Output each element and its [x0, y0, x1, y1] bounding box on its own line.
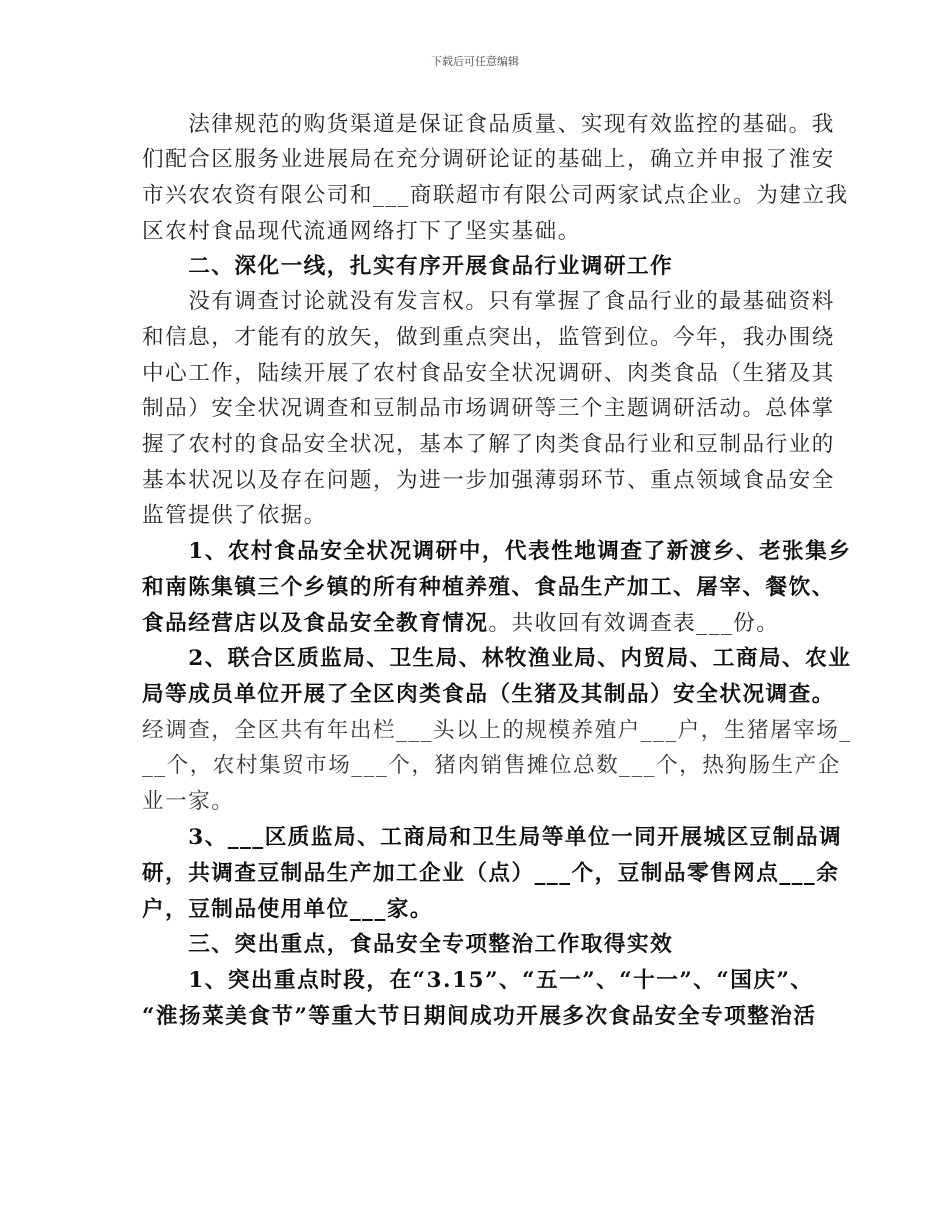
text-segment: 食品经营店以及食品安全教育情况 — [142, 611, 489, 636]
text-line: __个，农村集贸市场___个，猪肉销售摊位总数___个，热狗肠生产企 — [142, 753, 841, 778]
text-line: 和信息，才能有的放矢，做到重点突出，监管到位。今年，我办围绕 — [142, 325, 835, 350]
text-line: 区农村食品现代流通网络打下了坚实基础。 — [142, 219, 581, 244]
text-line: 1、突出重点时段，在“3.15”、“五一”、“十一”、“国庆”、 — [142, 968, 814, 993]
text-line: 3、___区质监局、工商局和卫生局等单位一同开展城区豆制品调 — [142, 825, 843, 850]
text-line: 们配合区服务业进展局在充分调研论证的基础上，确立并申报了淮安 — [142, 147, 835, 172]
text-line: 2、联合区质监局、卫生局、林牧渔业局、内贸局、工商局、农业 — [142, 646, 852, 671]
text-line: 监管提供了依据。 — [142, 503, 327, 528]
text-line: 局等成员单位开展了全区肉类食品（生猪及其制品）安全状况调查。 — [142, 682, 835, 707]
text-line: 1、农村食品安全状况调研中，代表性地调查了新渡乡、老张集乡 — [142, 539, 852, 564]
text-line: 没有调查讨论就没有发言权。只有掌握了食品行业的最基础资料 — [142, 289, 835, 314]
text-segment: 。共收回有效调查表___份。 — [488, 611, 780, 636]
text-line: 法律规范的购货渠道是保证食品质量、实现有效监控的基础。我 — [142, 112, 835, 137]
text-line: “淮扬菜美食节”等重大节日期间成功开展多次食品安全专项整治活 — [142, 1004, 817, 1029]
text-line: 户，豆制品使用单位___家。 — [142, 897, 433, 922]
text-line: 和南陈集镇三个乡镇的所有种植养殖、食品生产加工、屠宰、餐饮、 — [142, 575, 835, 600]
text-line: 三、突出重点，食品安全专项整治工作取得实效 — [142, 932, 674, 957]
text-line: 业一家。 — [142, 789, 235, 814]
text-line: 握了农村的食品安全状况，基本了解了肉类食品行业和豆制品行业的 — [142, 432, 835, 457]
text-line: 基本状况以及存在问题，为进一步加强薄弱环节、重点领域食品安全 — [142, 468, 835, 493]
text-line: 经调查，全区共有年出栏___头以上的规模养殖户___户，生猪屠宰场_ — [142, 718, 852, 743]
text-line: 二、深化一线，扎实有序开展食品行业调研工作 — [142, 254, 674, 279]
text-line: 制品）安全状况调查和豆制品市场调研等三个主题调研活动。总体掌 — [142, 396, 835, 421]
page-header: 下载后可任意编辑 — [431, 55, 519, 68]
text-line: 研，共调查豆制品生产加工企业（点）___个，豆制品零售网点___余 — [142, 861, 840, 886]
text-line: 市兴农农资有限公司和___商联超市有限公司两家试点企业。为建立我 — [142, 183, 849, 208]
text-line — [142, 612, 779, 636]
text-line: 中心工作，陆续开展了农村食品安全状况调研、肉类食品（生猪及其 — [142, 361, 835, 386]
